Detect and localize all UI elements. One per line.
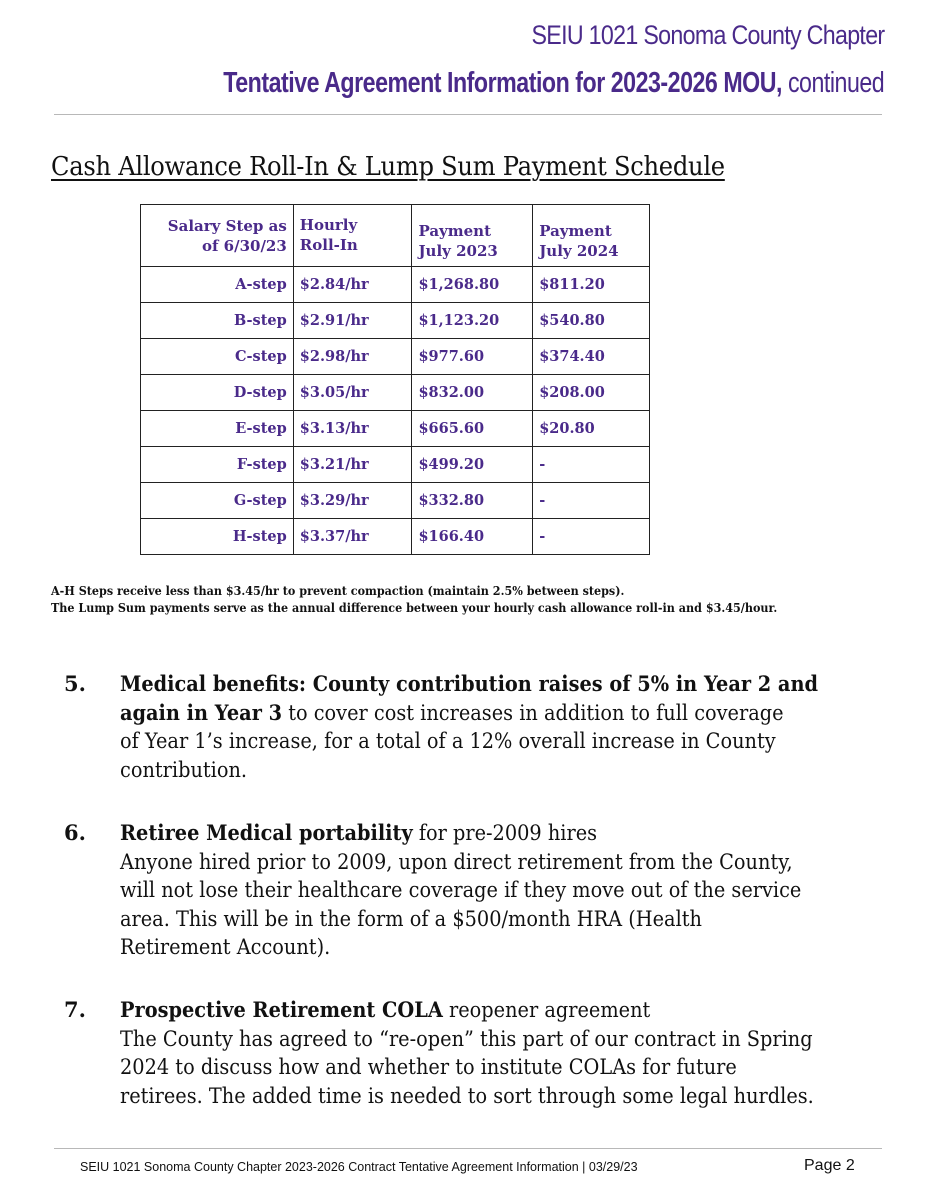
header-salary-step: Salary Step as of 6/30/23 xyxy=(141,205,294,267)
table-row xyxy=(141,267,650,303)
header-payment-july-2024: Payment July 2024 xyxy=(533,205,650,267)
item-text: contribution. xyxy=(120,757,248,782)
note-line: The Lump Sum payments serve as the annual difference between your hourly cash allowance roll-in and $3.45/hour. xyxy=(51,601,778,615)
table-row xyxy=(141,339,650,375)
cell-hourly: $3.13/hr xyxy=(293,411,412,447)
header-payment-july-2023: Payment July 2023 xyxy=(412,205,533,267)
item-text: Anyone hired prior to 2009, upon direct retirement from the County, xyxy=(120,849,793,874)
header-divider xyxy=(54,114,882,115)
table-row xyxy=(141,411,650,447)
footer-divider xyxy=(54,1148,882,1149)
cell-step: G-step xyxy=(141,483,294,519)
cell-payment-2023: $1,268.80 xyxy=(412,267,533,303)
cell-step: F-step xyxy=(141,447,294,483)
cell-hourly: $3.05/hr xyxy=(293,375,412,411)
cell-hourly: $3.21/hr xyxy=(293,447,412,483)
cell-payment-2024: $540.80 xyxy=(533,303,650,339)
cell-payment-2023: $1,123.20 xyxy=(412,303,533,339)
cell-payment-2024: - xyxy=(533,519,650,555)
table-row xyxy=(141,483,650,519)
item-body xyxy=(120,819,838,962)
item-text: to cover cost increases in addition to full coverage xyxy=(282,700,784,725)
cell-hourly: $2.84/hr xyxy=(293,267,412,303)
chapter-name: SEIU 1021 Sonoma County Chapter xyxy=(530,20,884,50)
item-heading: Prospective Retirement COLA xyxy=(120,997,443,1022)
item-number: 6. xyxy=(64,820,86,845)
cell-hourly: $3.29/hr xyxy=(293,483,412,519)
cell-payment-2023: $977.60 xyxy=(412,339,533,375)
table-notes xyxy=(51,583,777,617)
table-row xyxy=(141,303,650,339)
cell-payment-2024: $20.80 xyxy=(533,411,650,447)
item-text: for pre-2009 hires xyxy=(412,821,598,845)
document-title-continued: continued xyxy=(781,67,884,99)
cell-hourly: $2.91/hr xyxy=(293,303,412,339)
table-header-row xyxy=(141,205,650,267)
cell-step: D-step xyxy=(141,375,294,411)
cell-payment-2023: $332.80 xyxy=(412,483,533,519)
document-title-bold: Tentative Agreement Information for 2023-2026 MOU, xyxy=(223,67,782,99)
item-number: 5. xyxy=(64,671,86,696)
cell-step: B-step xyxy=(141,303,294,339)
cell-payment-2024: - xyxy=(533,447,650,483)
item-text: of Year 1’s increase, for a total of a 12% overall increase in County xyxy=(120,729,776,753)
cell-step: A-step xyxy=(141,267,294,303)
table-row xyxy=(141,519,650,555)
table-row xyxy=(141,447,650,483)
cell-payment-2023: $832.00 xyxy=(412,375,533,411)
cell-payment-2023: $665.60 xyxy=(412,411,533,447)
item-body xyxy=(120,996,838,1110)
payment-schedule-table xyxy=(140,204,650,555)
section-title: Cash Allowance Roll-In & Lump Sum Payment Schedule xyxy=(51,152,725,182)
item-heading-cont: again in Year 3 xyxy=(120,699,283,725)
cell-payment-2023: $166.40 xyxy=(412,519,533,555)
table-row xyxy=(141,375,650,411)
footer-text: SEIU 1021 Sonoma County Chapter 2023-2026 Contract Tentative Agreement Information | 03/29/23 xyxy=(80,1160,638,1174)
cell-hourly: $3.37/hr xyxy=(293,519,412,555)
cell-payment-2023: $499.20 xyxy=(412,447,533,483)
item-text: retirees. The added time is needed to sort through some legal hurdles. xyxy=(120,1083,814,1108)
item-text: reopener agreement xyxy=(442,998,651,1022)
item-text: The County has agreed to “re-open” this part of our contract in Spring xyxy=(120,1026,813,1051)
cell-payment-2024: $208.00 xyxy=(533,375,650,411)
item-text: Retirement Account). xyxy=(120,935,331,959)
cell-step: E-step xyxy=(141,411,294,447)
note-line: A-H Steps receive less than $3.45/hr to prevent compaction (maintain 2.5% between steps). xyxy=(51,584,625,598)
document-title xyxy=(223,67,884,100)
header-hourly-roll-in: Hourly Roll-In xyxy=(293,205,412,267)
item-text: area. This will be in the form of a $500/month HRA (Health xyxy=(120,906,702,931)
cell-step: C-step xyxy=(141,339,294,375)
cell-hourly: $2.98/hr xyxy=(293,339,412,375)
item-heading: Retiree Medical portability xyxy=(120,820,413,845)
page-number: Page 2 xyxy=(804,1157,855,1174)
item-text: will not lose their healthcare coverage if they move out of the service xyxy=(120,878,802,902)
cell-payment-2024: $811.20 xyxy=(533,267,650,303)
cell-payment-2024: $374.40 xyxy=(533,339,650,375)
cell-payment-2024: - xyxy=(533,483,650,519)
item-text: 2024 to discuss how and whether to institute COLAs for future xyxy=(120,1055,737,1079)
item-number: 7. xyxy=(64,997,86,1022)
item-heading: Medical benefits: County contribution raises of 5% in Year 2 and xyxy=(120,671,819,696)
cell-step: H-step xyxy=(141,519,294,555)
item-body xyxy=(120,670,838,784)
